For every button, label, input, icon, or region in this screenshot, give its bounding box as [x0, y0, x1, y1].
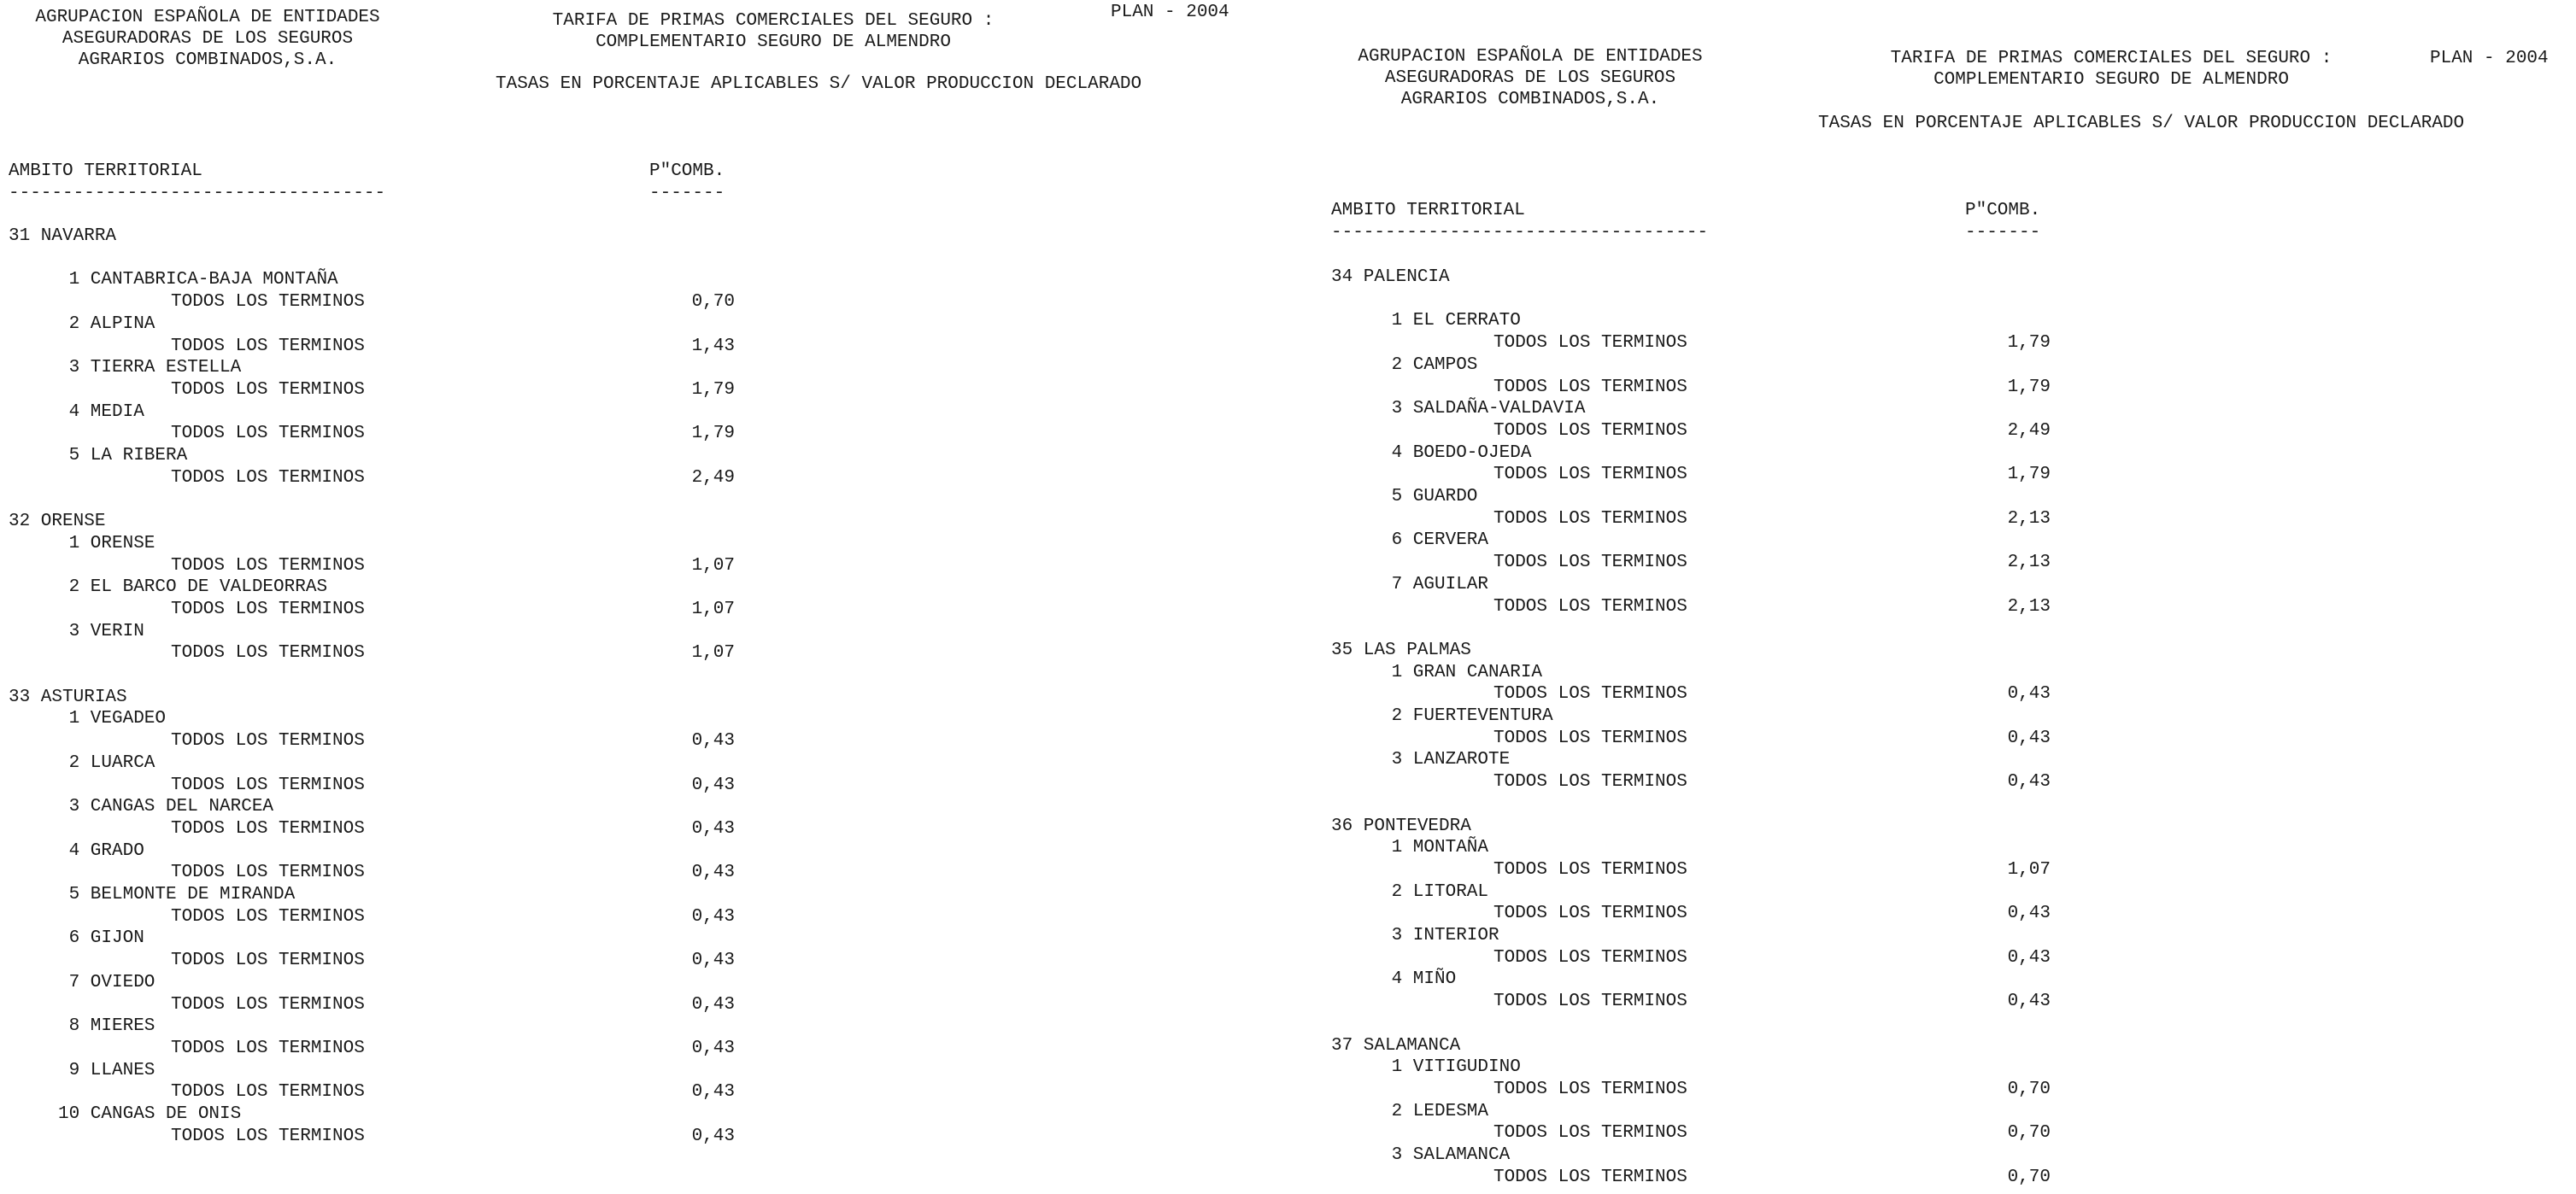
comarca-item: 2 LUARCA [68, 752, 155, 773]
comarca-item: 7 OVIEDO [68, 972, 155, 992]
term-rate-value: 1,79 [2007, 333, 2051, 354]
rates-subtitle: TASAS EN PORCENTAJE APLICABLES S/ VALOR PRODUCCION DECLARADO [1818, 114, 2465, 133]
column-header-ambito: AMBITO TERRITORIAL [9, 161, 202, 181]
org-name: AGRUPACION ESPAÑOLA DE ENTIDADES ASEGURADORAS DE LOS SEGUROS AGRARIOS COMBINADOS,S.A. [1358, 47, 1703, 109]
term-row-label: TODOS LOS TERMINOS [1493, 1123, 1687, 1144]
term-rate-value: 0,70 [691, 292, 735, 313]
term-rate-value: 1,79 [691, 424, 735, 444]
term-row-label: TODOS LOS TERMINOS [1493, 508, 1687, 529]
term-rate-value: 1,43 [691, 336, 735, 356]
term-rate-value: 2,13 [2007, 596, 2051, 617]
term-rate-value: 0,43 [2007, 947, 2051, 968]
header-underline-ambito: ----------------------------------- [9, 188, 386, 200]
comarca-item: 3 SALAMANCA [1391, 1145, 1511, 1165]
term-rate-value: 0,43 [2007, 904, 2051, 924]
term-row-label: TODOS LOS TERMINOS [1493, 333, 1687, 354]
term-rate-value: 2,13 [2007, 508, 2051, 529]
comarca-item: 3 LANZAROTE [1391, 750, 1511, 770]
comarca-item: 1 EL CERRATO [1391, 311, 1521, 331]
plan-year: PLAN - 2004 [2430, 49, 2549, 68]
comarca-item: 1 GRAN CANARIA [1391, 662, 1543, 682]
tariff-title: TARIFA DE PRIMAS COMERCIALES DEL SEGURO : COMPLEMENTARIO SEGURO DE ALMENDRO [552, 11, 995, 52]
comarca-item: 3 CANGAS DEL NARCEA [68, 797, 274, 817]
term-row-label: TODOS LOS TERMINOS [171, 818, 365, 839]
term-rate-value: 0,43 [691, 863, 735, 883]
term-row-label: TODOS LOS TERMINOS [171, 1038, 365, 1058]
term-rate-value: 0,43 [2007, 992, 2051, 1012]
comarca-item: 5 GUARDO [1391, 487, 1478, 506]
comarca-item: 7 AGUILAR [1391, 574, 1489, 594]
comarca-item: 9 LLANES [68, 1060, 155, 1080]
comarca-item: 3 VERIN [68, 621, 144, 641]
header-underline-ambito: ----------------------------------- [1331, 227, 1709, 239]
comarca-item: 2 EL BARCO DE VALDEORRAS [68, 577, 328, 598]
comarca-item: 2 ALPINA [68, 313, 155, 334]
comarca-item: 4 BOEDO-OJEDA [1391, 442, 1532, 463]
term-row-label: TODOS LOS TERMINOS [1493, 684, 1687, 705]
term-row-label: TODOS LOS TERMINOS [1493, 420, 1687, 441]
term-row-label: TODOS LOS TERMINOS [1493, 465, 1687, 485]
comarca-item: 8 MIERES [68, 1016, 155, 1037]
comarca-item: 6 CERVERA [1391, 530, 1489, 551]
comarca-item: 5 LA RIBERA [68, 446, 188, 465]
comarca-item: 2 LITORAL [1391, 881, 1489, 902]
term-row-label: TODOS LOS TERMINOS [1493, 859, 1687, 880]
term-row-label: TODOS LOS TERMINOS [171, 775, 365, 795]
tariff-page-left [0, 0, 1273, 1194]
term-row-label: TODOS LOS TERMINOS [171, 731, 365, 752]
province-heading: 32 ORENSE [9, 512, 106, 532]
province-heading: 33 ASTURIAS [9, 687, 127, 707]
term-rate-value: 2,49 [2007, 420, 2051, 441]
term-row-label: TODOS LOS TERMINOS [171, 467, 365, 488]
term-rate-value: 0,43 [691, 1082, 735, 1103]
province-heading: 36 PONTEVEDRA [1331, 816, 1471, 836]
comarca-item: 4 MEDIA [68, 401, 144, 422]
term-row-label: TODOS LOS TERMINOS [171, 555, 365, 576]
comarca-item: 1 ORENSE [68, 533, 155, 553]
term-row-label: TODOS LOS TERMINOS [171, 424, 365, 444]
comarca-item: 3 INTERIOR [1391, 926, 1499, 945]
term-row-label: TODOS LOS TERMINOS [1493, 1167, 1687, 1187]
column-header-pcomb: P"COMB. [1965, 201, 2041, 220]
term-rate-value: 0,43 [2007, 684, 2051, 705]
term-row-label: TODOS LOS TERMINOS [171, 336, 365, 356]
rates-subtitle: TASAS EN PORCENTAJE APLICABLES S/ VALOR PRODUCCION DECLARADO [496, 74, 1142, 94]
term-rate-value: 1,07 [691, 643, 735, 664]
comarca-item: 1 MONTAÑA [1391, 838, 1489, 858]
tariff-page-right [1323, 0, 2576, 1194]
term-rate-value: 0,43 [2007, 728, 2051, 748]
term-rate-value: 1,79 [2007, 377, 2051, 397]
term-row-label: TODOS LOS TERMINOS [171, 1082, 365, 1103]
term-row-label: TODOS LOS TERMINOS [1493, 553, 1687, 573]
tariff-title: TARIFA DE PRIMAS COMERCIALES DEL SEGURO : COMPLEMENTARIO SEGURO DE ALMENDRO [1890, 49, 2332, 90]
term-rate-value: 0,43 [691, 731, 735, 752]
column-header-pcomb: P"COMB. [649, 161, 725, 181]
plan-year: PLAN - 2004 [1111, 3, 1229, 22]
term-rate-value: 1,07 [691, 555, 735, 576]
province-heading: 35 LAS PALMAS [1331, 640, 1471, 660]
comarca-item: 4 GRADO [68, 840, 144, 861]
term-row-label: TODOS LOS TERMINOS [1493, 947, 1687, 968]
comarca-item: 1 VITIGUDINO [1391, 1057, 1521, 1078]
term-row-label: TODOS LOS TERMINOS [171, 994, 365, 1015]
term-row-label: TODOS LOS TERMINOS [171, 906, 365, 927]
term-row-label: TODOS LOS TERMINOS [171, 863, 365, 883]
term-row-label: TODOS LOS TERMINOS [1493, 596, 1687, 617]
term-row-label: TODOS LOS TERMINOS [1493, 377, 1687, 397]
term-rate-value: 0,43 [691, 906, 735, 927]
term-rate-value: 2,49 [691, 467, 735, 488]
comarca-item: 2 CAMPOS [1391, 354, 1478, 375]
comarca-item: 4 MIÑO [1391, 969, 1457, 990]
term-rate-value: 0,43 [691, 818, 735, 839]
term-rate-value: 0,70 [2007, 1123, 2051, 1144]
term-rate-value: 0,43 [691, 951, 735, 971]
column-header-ambito: AMBITO TERRITORIAL [1331, 201, 1525, 220]
term-row-label: TODOS LOS TERMINOS [1493, 1079, 1687, 1099]
org-name: AGRUPACION ESPAÑOLA DE ENTIDADES ASEGURADORAS DE LOS SEGUROS AGRARIOS COMBINADOS,S.A. [35, 8, 380, 70]
province-heading: 37 SALAMANCA [1331, 1035, 1461, 1056]
term-row-label: TODOS LOS TERMINOS [171, 599, 365, 619]
term-row-label: TODOS LOS TERMINOS [171, 951, 365, 971]
term-rate-value: 0,43 [691, 775, 735, 795]
term-rate-value: 0,43 [2007, 772, 2051, 793]
comarca-item: 5 BELMONTE DE MIRANDA [68, 885, 296, 904]
comarca-item: 1 VEGADEO [68, 709, 167, 729]
term-rate-value: 1,79 [2007, 465, 2051, 485]
term-rate-value: 2,13 [2007, 553, 2051, 573]
term-row-label: TODOS LOS TERMINOS [171, 292, 365, 313]
comarca-item: 2 FUERTEVENTURA [1391, 706, 1553, 726]
header-underline-pcomb: ------- [649, 188, 725, 200]
comarca-item: 3 TIERRA ESTELLA [68, 358, 242, 378]
term-row-label: TODOS LOS TERMINOS [171, 379, 365, 400]
comarca-item: 3 SALDAÑA-VALDAVIA [1391, 399, 1586, 419]
term-row-label: TODOS LOS TERMINOS [171, 1126, 365, 1146]
province-heading: 31 NAVARRA [9, 226, 117, 246]
comarca-item: 2 LEDESMA [1391, 1101, 1489, 1121]
comarca-item: 6 GIJON [68, 928, 144, 949]
term-rate-value: 0,70 [2007, 1079, 2051, 1099]
term-rate-value: 1,07 [2007, 859, 2051, 880]
term-row-label: TODOS LOS TERMINOS [1493, 904, 1687, 924]
header-underline-pcomb: ------- [1965, 227, 2041, 239]
term-rate-value: 0,43 [691, 1126, 735, 1146]
province-heading: 34 PALENCIA [1331, 267, 1450, 287]
term-row-label: TODOS LOS TERMINOS [1493, 728, 1687, 748]
term-rate-value: 1,07 [691, 599, 735, 619]
term-row-label: TODOS LOS TERMINOS [171, 643, 365, 664]
term-rate-value: 1,79 [691, 379, 735, 400]
comarca-item: 10 CANGAS DE ONIS [58, 1104, 242, 1124]
term-row-label: TODOS LOS TERMINOS [1493, 992, 1687, 1012]
term-rate-value: 0,43 [691, 994, 735, 1015]
term-rate-value: 0,43 [691, 1038, 735, 1058]
term-row-label: TODOS LOS TERMINOS [1493, 772, 1687, 793]
comarca-item: 1 CANTABRICA-BAJA MONTAÑA [68, 270, 338, 290]
term-rate-value: 0,70 [2007, 1167, 2051, 1187]
